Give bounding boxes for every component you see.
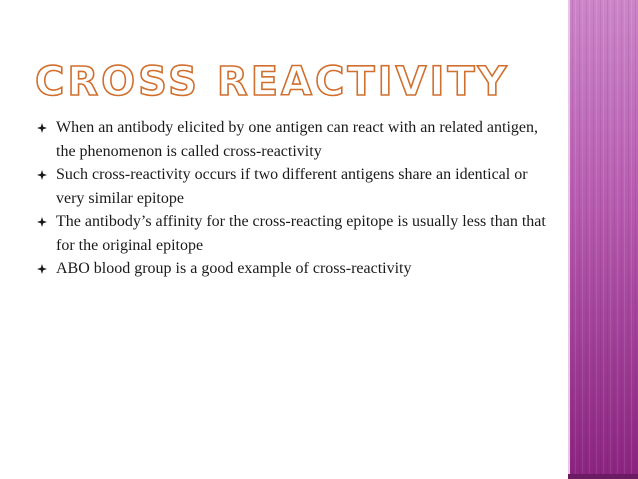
decorative-side-panel <box>568 0 638 479</box>
bullet-item <box>37 210 547 257</box>
diamond-bullet-icon <box>37 170 47 180</box>
bullet-text: The antibody’s affinity for the cross-reacting epitope is usually less than that for the original epitope <box>56 213 546 254</box>
bullet-item <box>37 257 547 281</box>
side-panel-bottom-bar <box>568 474 638 479</box>
bullet-item <box>37 116 547 163</box>
bullet-text: ABO blood group is a good example of cross-reactivity <box>56 260 412 277</box>
side-panel-texture <box>568 0 638 479</box>
bullet-list <box>37 116 547 281</box>
side-panel-edge <box>568 0 570 479</box>
bullet-text: Such cross-reactivity occurs if two different antigens share an identical or very similar epitope <box>56 166 528 207</box>
diamond-bullet-icon <box>37 264 47 274</box>
bullet-text: When an antibody elicited by one antigen can react with an related antigen, the phenomenon is called cross-reactivity <box>56 119 539 160</box>
bullet-item <box>37 163 547 210</box>
diamond-bullet-icon <box>37 123 47 133</box>
slide-title: CROSS REACTIVITY <box>35 59 510 105</box>
diamond-bullet-icon <box>37 217 47 227</box>
